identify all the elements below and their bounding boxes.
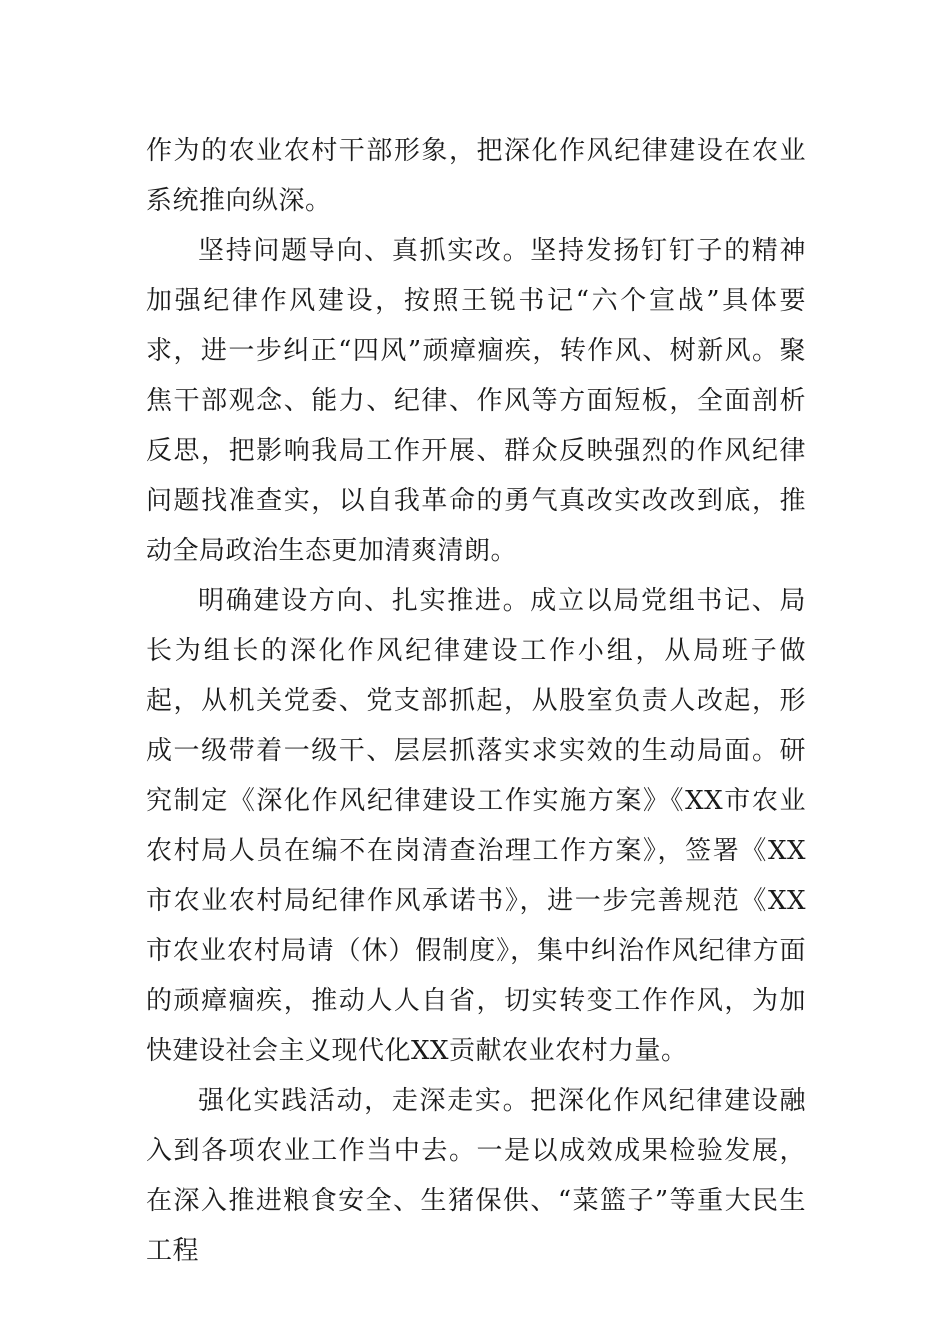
paragraph-continuation: 作为的农业农村干部形象，把深化作风纪律建设在农业系统推向纵深。 <box>146 136 806 216</box>
paragraph-problem-oriented: 坚持问题导向、真抓实改。坚持发扬钉钉子的精神加强纪律作风建设，按照王锐书记“六个宣战”具体要求，进一步纠正“四风”顽瘴痼疾，转作风、树新风。聚焦干部观念、能力、纪律、作风等方面短板，全面剖析反思，把影响我局工作开展、群众反映强烈的作风纪律问题找准查实，以自我革命的勇气真改实改改到底，推动全局政治生态更加清爽清朗。 <box>146 236 806 566</box>
document-body <box>146 126 806 1276</box>
paragraph-construction-direction: 明确建设方向、扎实推进。成立以局党组书记、局长为组长的深化作风纪律建设工作小组，从局班子做起，从机关党委、党支部抓起，从股室负责人改起，形成一级带着一级干、层层抓落实求实效的生动局面。研究制定《深化作风纪律建设工作实施方案》《XX市农业农村局人员在编不在岗清查治理工作方案》，签署《XX市农业农村局纪律作风承诺书》，进一步完善规范《XX市农业农村局请（休）假制度》，集中纠治作风纪律方面的顽瘴痼疾，推动人人自省，切实转变工作作风，为加快建设社会主义现代化XX贡献农业农村力量。 <box>146 586 806 1066</box>
paragraph-practice-activities: 强化实践活动，走深走实。把深化作风纪律建设融入到各项农业工作当中去。一是以成效成果检验发展，在深入推进粮食安全、生猪保供、“菜篮子”等重大民生工程 <box>146 1086 806 1266</box>
